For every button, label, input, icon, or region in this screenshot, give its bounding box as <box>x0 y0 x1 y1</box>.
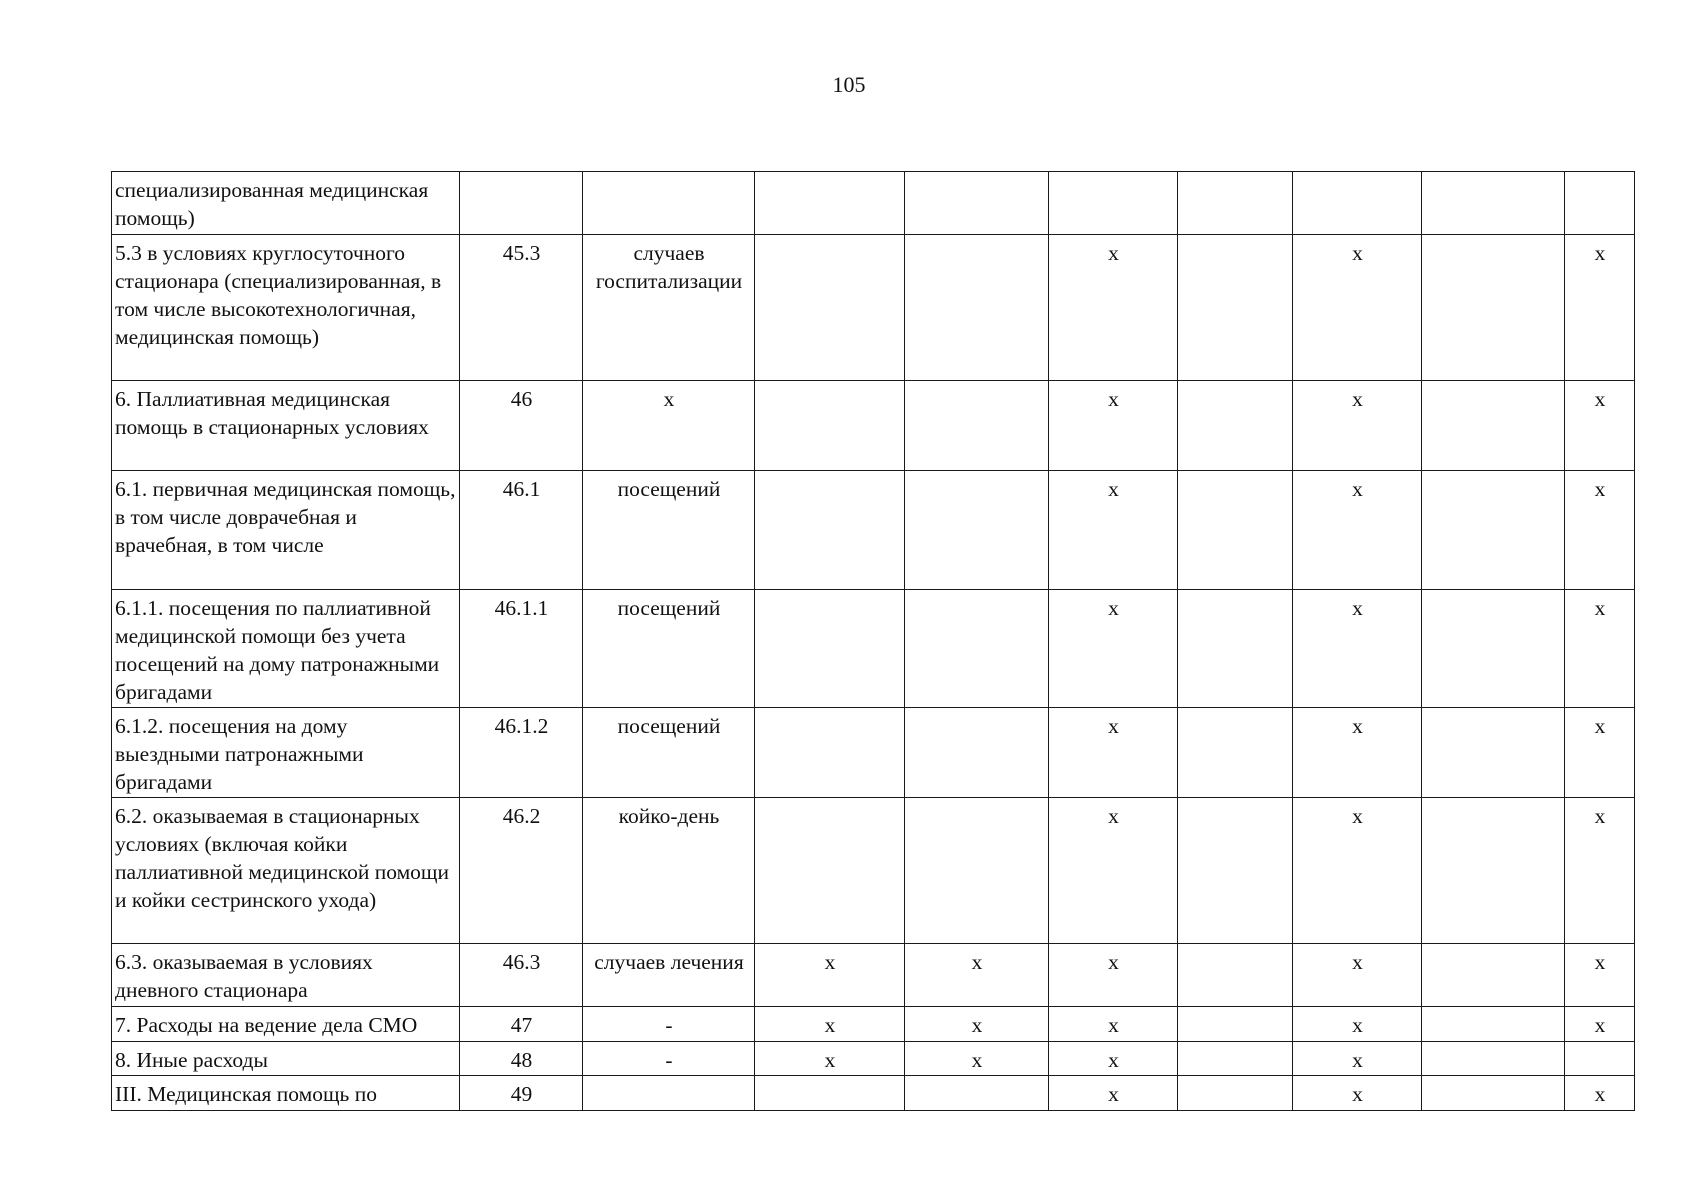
row-value-cell: х <box>1049 798 1178 944</box>
row-value-cell <box>755 381 905 471</box>
row-code-cell: 45.3 <box>460 235 583 381</box>
table-row <box>112 798 1635 944</box>
row-value-cell: х <box>1049 708 1178 798</box>
row-unit-cell: посещений <box>583 471 755 590</box>
row-code-cell: 46 <box>460 381 583 471</box>
row-name-cell: специализированная медицинская помощь) <box>112 172 460 235</box>
row-value-cell <box>905 1076 1049 1111</box>
row-value-cell: х <box>1293 235 1422 381</box>
row-value-cell: х <box>905 1042 1049 1076</box>
row-name-cell: 6.1.2. посещения на дому выездными патронажными бригадами <box>112 708 460 798</box>
row-value-cell: х <box>1565 944 1635 1007</box>
row-value-cell: х <box>755 944 905 1007</box>
page-number: 105 <box>832 72 866 97</box>
row-value-cell: х <box>1049 471 1178 590</box>
row-value-cell <box>755 798 905 944</box>
row-value-cell <box>1422 1042 1565 1076</box>
row-name-cell: 8. Иные расходы <box>112 1042 460 1076</box>
row-value-cell <box>1293 172 1422 235</box>
row-unit-cell: случаев госпитализации <box>583 235 755 381</box>
row-code-cell: 49 <box>460 1076 583 1111</box>
row-value-cell <box>755 1076 905 1111</box>
row-value-cell: х <box>1293 1076 1422 1111</box>
row-value-cell: х <box>1293 1042 1422 1076</box>
row-value-cell <box>1422 1007 1565 1042</box>
row-value-cell: х <box>1293 471 1422 590</box>
row-code-cell: 46.1 <box>460 471 583 590</box>
row-value-cell <box>1178 381 1293 471</box>
row-code-cell <box>460 172 583 235</box>
row-value-cell: х <box>905 944 1049 1007</box>
row-value-cell <box>1178 172 1293 235</box>
row-unit-cell <box>583 172 755 235</box>
row-value-cell <box>1178 944 1293 1007</box>
row-value-cell <box>1422 1076 1565 1111</box>
row-value-cell: х <box>1565 798 1635 944</box>
row-value-cell <box>1178 798 1293 944</box>
row-value-cell: х <box>1293 944 1422 1007</box>
row-value-cell <box>905 172 1049 235</box>
row-unit-cell <box>583 1076 755 1111</box>
table-row <box>112 471 1635 590</box>
row-code-cell: 46.1.1 <box>460 590 583 708</box>
row-value-cell <box>905 590 1049 708</box>
row-name-cell: 6.3. оказываемая в условиях дневного стационара <box>112 944 460 1007</box>
row-code-cell: 46.3 <box>460 944 583 1007</box>
row-value-cell: х <box>1293 381 1422 471</box>
row-value-cell <box>1422 944 1565 1007</box>
row-value-cell <box>1422 798 1565 944</box>
row-name-cell: 6.1.1. посещения по паллиативной медицинской помощи без учета посещений на дому патронажными бригадами <box>112 590 460 708</box>
row-value-cell <box>905 798 1049 944</box>
row-value-cell: х <box>755 1042 905 1076</box>
row-value-cell <box>1178 471 1293 590</box>
table-row <box>112 172 1635 235</box>
row-value-cell <box>1565 1042 1635 1076</box>
row-value-cell <box>1178 1042 1293 1076</box>
table-row <box>112 590 1635 708</box>
row-value-cell: х <box>1565 590 1635 708</box>
row-value-cell <box>755 708 905 798</box>
table-row <box>112 1007 1635 1042</box>
row-value-cell <box>905 471 1049 590</box>
row-value-cell <box>1422 708 1565 798</box>
row-value-cell <box>1049 172 1178 235</box>
row-value-cell <box>1178 235 1293 381</box>
table-row <box>112 235 1635 381</box>
data-table <box>111 171 1635 1111</box>
row-value-cell: х <box>755 1007 905 1042</box>
row-name-cell: 7. Расходы на ведение дела СМО <box>112 1007 460 1042</box>
row-value-cell <box>905 381 1049 471</box>
row-value-cell: х <box>1049 590 1178 708</box>
row-value-cell <box>1422 590 1565 708</box>
table-row <box>112 708 1635 798</box>
row-name-cell: 6. Паллиативная медицинская помощь в стационарных условиях <box>112 381 460 471</box>
table-row <box>112 381 1635 471</box>
row-unit-cell: посещений <box>583 590 755 708</box>
row-value-cell: х <box>1565 471 1635 590</box>
row-value-cell: х <box>1049 1007 1178 1042</box>
row-value-cell: х <box>1049 1076 1178 1111</box>
row-value-cell <box>1422 381 1565 471</box>
row-value-cell: х <box>1049 235 1178 381</box>
row-value-cell <box>1178 708 1293 798</box>
row-unit-cell: посещений <box>583 708 755 798</box>
table-row <box>112 1042 1635 1076</box>
row-code-cell: 48 <box>460 1042 583 1076</box>
row-value-cell: х <box>1565 1007 1635 1042</box>
row-value-cell: х <box>1565 1076 1635 1111</box>
row-code-cell: 46.1.2 <box>460 708 583 798</box>
row-unit-cell: х <box>583 381 755 471</box>
row-value-cell: х <box>1293 708 1422 798</box>
row-value-cell: х <box>1565 235 1635 381</box>
row-value-cell: х <box>1565 381 1635 471</box>
row-value-cell <box>1178 590 1293 708</box>
row-value-cell: х <box>1293 1007 1422 1042</box>
row-value-cell <box>1422 172 1565 235</box>
table-row <box>112 944 1635 1007</box>
row-value-cell: х <box>1049 1042 1178 1076</box>
row-value-cell: х <box>1293 798 1422 944</box>
row-unit-cell: - <box>583 1042 755 1076</box>
table-row <box>112 1076 1635 1111</box>
row-name-cell: III. Медицинская помощь по <box>112 1076 460 1111</box>
row-value-cell <box>755 172 905 235</box>
row-value-cell <box>1565 172 1635 235</box>
row-code-cell: 46.2 <box>460 798 583 944</box>
row-value-cell <box>1178 1076 1293 1111</box>
row-value-cell <box>1422 235 1565 381</box>
row-value-cell: х <box>1049 944 1178 1007</box>
row-value-cell: х <box>1293 590 1422 708</box>
row-value-cell: х <box>1565 708 1635 798</box>
row-value-cell <box>1422 471 1565 590</box>
row-name-cell: 6.1. первичная медицинская помощь, в том числе доврачебная и врачебная, в том числе <box>112 471 460 590</box>
row-unit-cell: случаев лечения <box>583 944 755 1007</box>
row-value-cell <box>755 471 905 590</box>
row-name-cell: 6.2. оказываемая в стационарных условиях (включая койки паллиативной медицинской помощи и койки сестринского ухода) <box>112 798 460 944</box>
row-value-cell <box>755 590 905 708</box>
row-unit-cell: - <box>583 1007 755 1042</box>
row-code-cell: 47 <box>460 1007 583 1042</box>
row-value-cell: х <box>1049 381 1178 471</box>
row-name-cell: 5.3 в условиях круглосуточного стационара (специализированная, в том числе высокотехнологичная, медицинская помощь) <box>112 235 460 381</box>
row-value-cell <box>755 235 905 381</box>
row-value-cell <box>905 708 1049 798</box>
row-value-cell <box>1178 1007 1293 1042</box>
row-unit-cell: койко-день <box>583 798 755 944</box>
row-value-cell: х <box>905 1007 1049 1042</box>
row-value-cell <box>905 235 1049 381</box>
